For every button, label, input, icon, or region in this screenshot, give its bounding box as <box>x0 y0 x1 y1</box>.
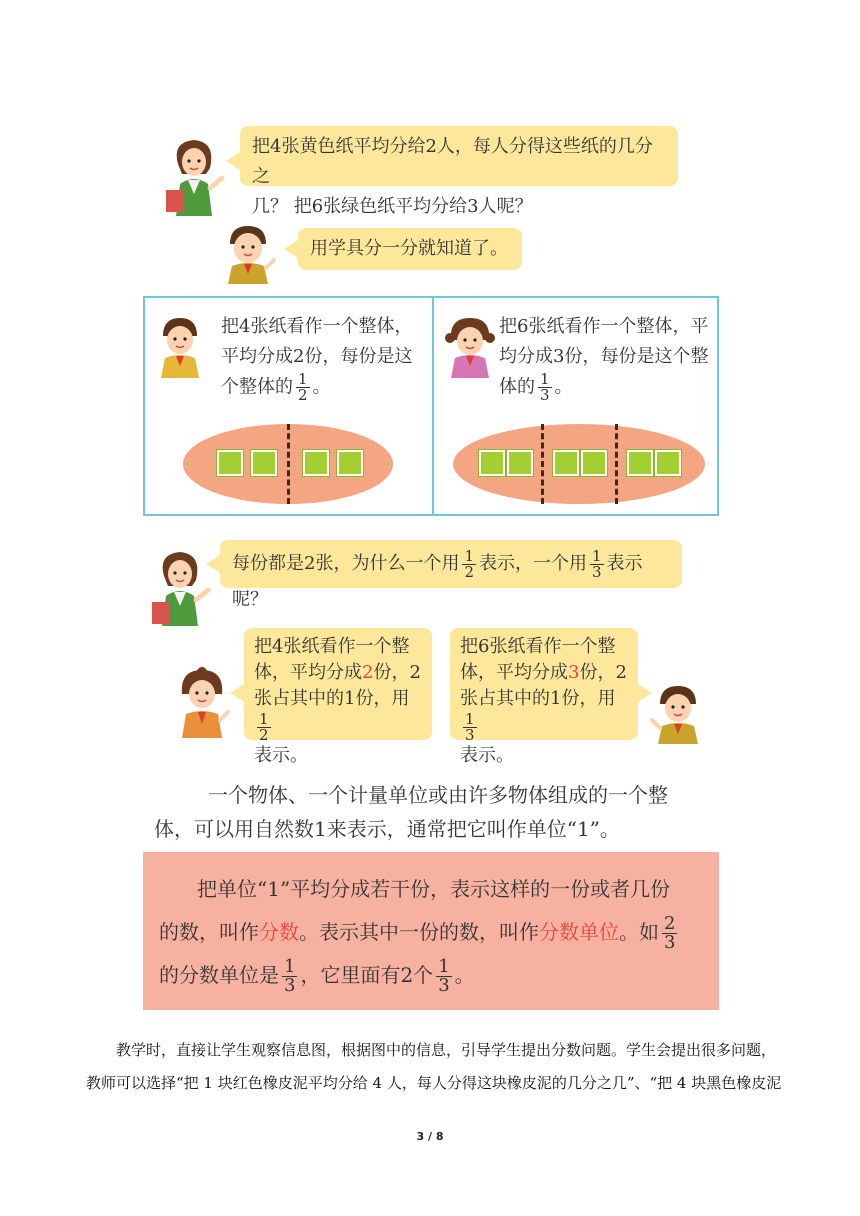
text-segment: 的数，叫作 <box>159 920 259 944</box>
text-line: 把6张纸看作一个整体，平 <box>499 316 709 337</box>
text-line <box>254 686 422 743</box>
bubble-line: 把4张黄色纸平均分给2人，每人分得这些纸的几分之 <box>252 136 653 187</box>
panel-divider <box>432 298 434 514</box>
text-segment: 。 <box>554 376 573 398</box>
numerator: 1 <box>298 370 308 388</box>
teacher-icon <box>160 134 230 218</box>
text-line <box>159 911 703 954</box>
text-segment: 份，2 <box>373 662 421 683</box>
paper-square <box>655 450 681 476</box>
text-segment: 体，平均分成 <box>460 662 568 683</box>
denominator: 2 <box>298 386 308 404</box>
fraction <box>282 958 297 995</box>
text-segment: 张占其中的1份，用 <box>254 688 410 709</box>
numerator: 1 <box>259 710 269 728</box>
divide-line <box>287 424 290 504</box>
paper-square <box>337 450 363 476</box>
panel-right-text <box>499 312 715 403</box>
text-segment: 体的 <box>499 376 535 398</box>
unit-one-definition <box>154 778 730 846</box>
divide-line <box>615 424 618 504</box>
text-segment: 。如 <box>619 920 659 944</box>
text-segment: 张占其中的1份，用 <box>460 688 616 709</box>
text-line: 把6张纸看作一个整 <box>460 636 616 657</box>
text-segment: 。 <box>312 376 331 398</box>
text-line: 平均分成2份，每份是这 <box>221 346 413 367</box>
text-segment: 。 <box>454 963 475 987</box>
denominator: 3 <box>664 932 676 953</box>
highlight-number: 2 <box>362 662 374 683</box>
fraction <box>296 372 310 403</box>
denominator: 3 <box>540 386 550 404</box>
paper-square <box>251 450 277 476</box>
numerator: 1 <box>540 370 550 388</box>
denominator: 2 <box>259 726 269 744</box>
bubble-tail <box>206 555 220 573</box>
fraction <box>462 546 476 581</box>
bubble-tail <box>284 240 298 258</box>
boy-speech-bubble <box>298 228 522 270</box>
girl-explanation-bubble <box>244 628 432 766</box>
paper-square <box>627 450 653 476</box>
fraction <box>257 712 271 743</box>
numerator: 1 <box>592 546 602 565</box>
text-line: 把单位“1”平均分成若干份，表示这样的一份或者几份 <box>197 877 671 901</box>
fraction <box>436 958 451 995</box>
fraction-definition-box <box>143 852 719 1010</box>
paper-square <box>553 450 579 476</box>
fraction <box>463 712 477 743</box>
numerator: 1 <box>465 710 475 728</box>
paper-square <box>581 450 607 476</box>
bubble-line: 几？ 把6张绿色纸平均分给3人呢？ <box>252 196 533 217</box>
panel-left-text <box>221 312 427 403</box>
text-segment: ，它里面有2个 <box>300 963 434 987</box>
text-segment: 表示，一个用 <box>479 553 587 574</box>
numerator: 2 <box>664 913 676 934</box>
term-fraction-unit: 分数单位 <box>539 920 619 944</box>
text-line: 把4张纸看作一个整体， <box>221 316 413 337</box>
denominator: 3 <box>438 975 450 996</box>
text-segment: 。表示其中一份的数，叫作 <box>299 920 539 944</box>
denominator: 3 <box>284 975 296 996</box>
numerator: 1 <box>464 546 474 565</box>
paper-square <box>479 450 505 476</box>
girl-icon <box>441 314 499 378</box>
teaching-note-paragraph <box>86 1034 782 1100</box>
bubble-tail <box>230 684 244 702</box>
fraction <box>538 372 552 403</box>
text-line: 体，可以用自然数1来表示，通常把它叫作单位“1”。 <box>154 817 620 841</box>
boy-icon <box>151 314 209 378</box>
text-line <box>221 372 427 403</box>
paper-square <box>303 450 329 476</box>
text-line: 教学时，直接让学生观察信息图，根据图中的信息，引导学生提出分数问题。学生会提出很多问题， <box>116 1041 777 1059</box>
text-line: 均分成3份，每份是这个整 <box>499 346 709 367</box>
text-line: 表示。 <box>460 745 514 766</box>
text-line <box>254 660 422 686</box>
text-line <box>460 660 628 686</box>
text-segment: 表示呢？ <box>232 553 643 610</box>
numerator: 1 <box>438 956 450 977</box>
denominator: 3 <box>592 562 602 581</box>
boy-explanation-bubble <box>450 628 638 766</box>
girl-icon <box>174 666 230 738</box>
paper-square <box>217 450 243 476</box>
teacher-speech-bubble <box>240 126 678 217</box>
text-line: 一个物体、一个计量单位或由许多物体组成的一个整 <box>208 783 668 807</box>
text-segment: 个整体的 <box>221 376 293 398</box>
text-segment: 的分数单位是 <box>159 963 279 987</box>
page-number: 3 / 8 <box>416 1130 444 1143</box>
bubble-line: 用学具分一分就知道了。 <box>310 238 508 259</box>
text-line: 教师可以选择“把 1 块红色橡皮泥平均分给 4 人，每人分得这块橡皮泥的几分之几”、“把 4 块黑色橡皮泥 <box>86 1074 782 1092</box>
boy-icon <box>650 682 706 744</box>
numerator: 1 <box>284 956 296 977</box>
text-segment: 份，2 <box>579 662 627 683</box>
text-line <box>499 372 715 403</box>
text-segment: 体，平均分成 <box>254 662 362 683</box>
denominator: 2 <box>464 562 474 581</box>
term-fraction: 分数 <box>259 920 299 944</box>
fraction <box>662 915 677 952</box>
fraction <box>590 546 604 581</box>
illustration-panel <box>143 296 719 516</box>
teacher-question-bubble <box>220 540 682 610</box>
text-line <box>159 954 703 997</box>
text-segment: 每份都是2张，为什么一个用 <box>232 553 460 574</box>
text-line <box>460 686 628 743</box>
bubble-tail <box>226 152 240 170</box>
text-line: 把4张纸看作一个整 <box>254 636 410 657</box>
text-line: 表示。 <box>254 745 308 766</box>
divide-line <box>541 424 544 504</box>
paper-square <box>507 450 533 476</box>
boy-icon <box>218 222 278 284</box>
highlight-number: 3 <box>568 662 580 683</box>
denominator: 3 <box>465 726 475 744</box>
